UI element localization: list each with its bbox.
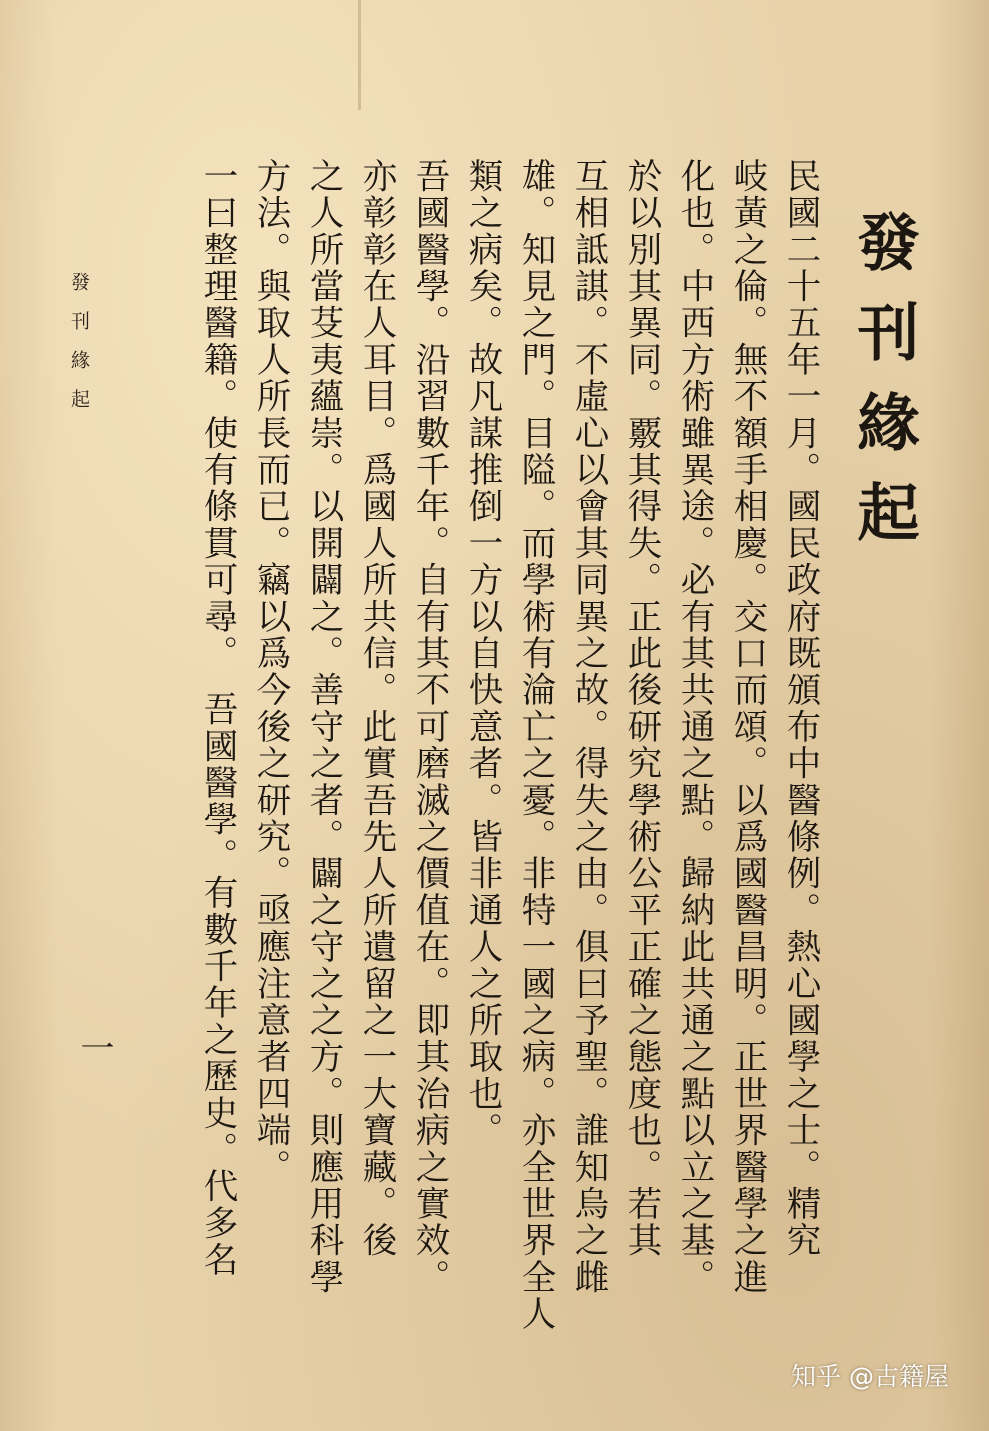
text-column-11: 方法。與取人所長而已。竊以爲今後之研究。亟應注意者四端。 [250, 158, 290, 1186]
text-column-9: 亦彰彰在人耳目。爲國人所共信。此實吾先人所遺留之一大寶藏。後 [356, 158, 396, 1259]
text-column-12: 一曰整理醫籍。使有條貫可尋。 吾國醫學。有數千年之歷史。代多名 [197, 158, 237, 1279]
text-column-3: 化也。中西方術雖異途。必有其共通之點。歸納此共通之點以立之基。 [674, 158, 714, 1296]
text-column-6: 雄。知見之門。目隘。而學術有淪亡之憂。非特一國之病。亦全世界全人 [515, 158, 555, 1333]
text-column-7: 類之病矣。故凡謀推倒一方以自快意者。皆非通人之所取也。 [462, 158, 502, 1149]
text-column-1: 民國二十五年一月。國民政府既頒布中醫條例。熱心國學之士。精究 [780, 158, 820, 1259]
text-column-8: 吾國醫學。沿習數千年。自有其不可磨滅之價值在。即其治病之實效。 [409, 158, 449, 1296]
page-number: 一 [74, 1030, 114, 1064]
paper-crease [358, 0, 361, 110]
text-column-10: 之人所當芟夷蘊崇。以開闢之。善守之者。闢之守之之方。則應用科學 [303, 158, 343, 1296]
text-column-5: 互相詆諆。不虛心以會其同異之故。得失之由。俱曰予聖。誰知烏之雌 [568, 158, 608, 1296]
page-title: 發刊緣起 [847, 210, 920, 570]
running-head: 發刊緣起 [68, 272, 90, 428]
text-column-4: 於以別其異同。覈其得失。正此後研究學術公平正確之態度也。若其 [621, 158, 661, 1259]
text-column-2: 岐黃之倫。無不額手相慶。交口而頌。以爲國醫昌明。正世界醫學之進 [727, 158, 767, 1296]
watermark: 知乎 @古籍屋 [791, 1362, 949, 1391]
